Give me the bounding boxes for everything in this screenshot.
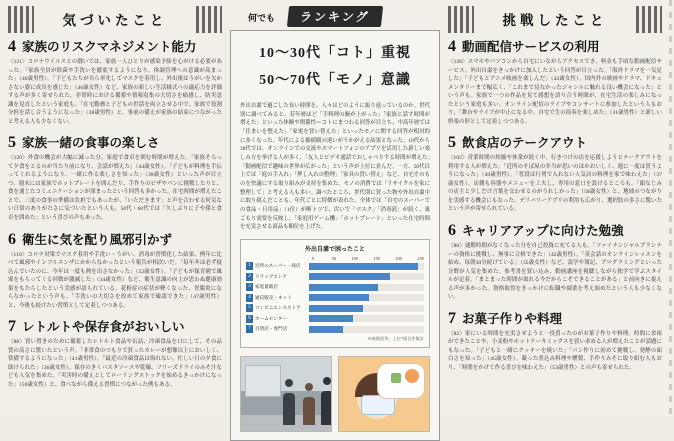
chart-track	[309, 305, 424, 312]
article-title	[448, 135, 662, 151]
person-body	[321, 391, 332, 425]
chart-bar	[309, 315, 353, 322]
photo-row	[240, 356, 430, 432]
article-title	[448, 223, 662, 239]
chart-bar	[309, 273, 390, 280]
article-body: 〈110〉コロナ対策でマスク着用や手洗い・うがい、消毒が習慣化した結果、例年に比べて風邪やインフルエンザにかからなかったという報告が相次いだ。「毎年冬は必ず寝込んでいたのに、今年は一度も熱を出さなかった」（52歳女性）。「子どもが保育園で風邪をもらってくる回数が激減した」（34歳女性）など、衛生意識の向上が思わぬ健康効果をもたらしたという実感が語られている。花粉症の症状が軽くなった、胃腸炎にならなかったという声も。「手洗いの大切さを改めて家族で確認できた」（47歳男性）と、今後も続けたい習慣として定着しつつある。	[8, 251, 222, 309]
chart-title: 外出自粛で困ったこと	[304, 246, 365, 253]
illustration	[338, 356, 430, 432]
article-rank: 5	[8, 134, 16, 152]
article-title	[8, 232, 222, 248]
masthead	[230, 6, 440, 26]
article-item	[8, 135, 222, 222]
xtick: 200	[395, 255, 402, 261]
article-rank: 6	[8, 230, 16, 248]
chart-track	[309, 315, 424, 322]
person-head	[305, 383, 313, 391]
chart-row	[246, 262, 424, 271]
middle-column	[230, 6, 440, 410]
chart-category-label: コンビニエンスストア	[255, 305, 301, 311]
speech-bubble	[377, 363, 425, 399]
xtick: 250	[417, 255, 424, 261]
chart-row	[246, 272, 424, 281]
chart-track	[309, 294, 424, 301]
chart-row	[246, 304, 424, 313]
chart-row	[246, 314, 424, 323]
feature-box	[230, 30, 440, 441]
left-section-header: 気づいたこと	[8, 6, 222, 33]
feature-headline	[240, 41, 430, 94]
chart-track	[309, 273, 424, 280]
article-title	[8, 135, 222, 151]
chart-row	[246, 283, 424, 292]
article-rank: 4	[448, 38, 456, 55]
chart-rows	[246, 262, 424, 334]
article-heading: 家族一緒の食事の楽しさ	[22, 136, 160, 151]
article-body: 〈88〉通勤時間がなくなった分を自己投資に充てる人も。「ファイナンシャルプランナーの資格に挑戦し、無事に合格できた」（42歳男性）。「英会話のオンラインレッスンを始め、毎朝30分続けている」（35歳女性）など、語学や簿記、プログラミングといった分野が人気を集めた。参考書を買い込み、動画講座を視聴しながら独学で学ぶスタイルが定着。「まとまった時間が取れる今だからこそできることがある」と前向きに捉える声が多かった。資格取得をきっかけに転職や副業を考え始めたという人も少なくない。	[448, 242, 662, 301]
chart-rank: 3	[246, 283, 253, 291]
article-heading: 動画配信サービスの利用	[462, 40, 600, 54]
article-heading: お菓子作りや料理	[462, 311, 563, 326]
article-heading: 家族のリスクマネジメント能力	[22, 40, 197, 54]
food-shape	[391, 373, 401, 383]
right-section-header: 挑戦したこと	[448, 6, 662, 33]
article-heading: レトルトや保存食がおいしい	[22, 320, 185, 335]
article-item	[448, 223, 662, 302]
article-body: 〈102〉営業時間の短縮や休業が続く中、行きつけの店を応援しようとテークアウトを利用する人が増えた。「近所のそば屋の弁当が思いのほかおいしく、週に一度は買うようになった」（49歳男性）。「普段は行列で入れない人気店の料理を家で味わえた」（37歳女性）。店側も容器やメニューを工夫し、専用の窓口を設けるところも。「顔なじみの店主と少しだけ言葉を交わせるのがうれしかった」（58歳女性）と、地域のつながりを実感する機会にもなった。デリバリーアプリの利用も広がり、選択肢の多さに驚いたという声が寄せられている。	[448, 155, 662, 213]
article-heading: 飲食店のテークアウト	[462, 136, 588, 151]
chart-xaxis	[246, 256, 424, 261]
chart-note: ※複数回答、上位7項目を集計	[367, 335, 424, 341]
article-body: 〈120〉外食の機会が大幅に減った分、家庭で食卓を囲む時間が増えた。「家族そろって夕食をとるのが当たり前になり、会話が増えた」（44歳女性）。「子どもが料理を手伝ってくれるようになり、一緒に作る楽しさを知った」（39歳女性）といった声が目立つ。週末には家族でホットプレートを囲んだり、手作りのピザやパンに挑戦したりと、食を通じたコミュニケーションが深まったという回答も多かった。在宅時間が増えたことで、三度の食事の準備は負担でもあったが、「いただきます」と声を合わせる何気ない日常のありがたさに気づいたという人も。50代・60代では「久しぶりに子や孫と食卓を囲めた」という喜びの声もあった。	[8, 155, 222, 221]
article-body: 〈121〉コロナウイルスとの闘いでは、家族一人ひとりが感染予防を心がける必要があった。「家族全員が除菌や手洗いを徹底するようになり、体調管理への意識が高まった」（40歳男性）。「子どもたちが自ら率先してマスクを着用し、外出後はうがいを欠かさない姿に成長を感じた」（46歳女性）など、家族の新しい生活様式への適応力を評価する声が多く寄せられた。非常時における備蓄や情報収集の大切さを痛感し、防災意識を見直したという家庭も。「在宅勤務と子どもの世話を両立させる中で、家族で役割分担を話し合うようになった」（38歳男性）と、事前の備えが家族の結束につながったと考える人も少なくない。	[8, 59, 222, 125]
article-item	[448, 135, 662, 214]
article-heading: 衛生に気を配り風邪引かず	[22, 232, 173, 247]
article-rank: 5	[448, 134, 456, 152]
chart-rank: 2	[246, 273, 253, 281]
chart-track	[309, 326, 424, 333]
chart-row	[246, 293, 424, 302]
xtick: 100	[351, 255, 358, 261]
person-body	[303, 397, 315, 425]
person-head	[323, 377, 331, 385]
article-item	[448, 311, 662, 373]
masthead-sub: 何でも	[248, 13, 276, 23]
shelf-shape	[245, 365, 281, 397]
store-photo	[240, 356, 332, 432]
chart-rank: 5	[246, 304, 253, 312]
chart-category-label: 百貨店・専門店	[255, 326, 288, 332]
chart-category-label: ドラッグストア	[255, 273, 287, 279]
article-item	[8, 319, 222, 389]
article-rank: 6	[448, 221, 456, 239]
chart-bar	[309, 263, 418, 270]
chart-bar	[309, 305, 363, 312]
article-body: 〈128〉スマホやパソコンから自宅にいながらアクセスでき、料金も手頃な動画配信サービス。外出自粛をきっかけに加入したという回答が目立った。「海外ドラマを一気見した」「子どもとアニメ映画を楽しんだ」（43歳女性）。国内外の映画やドラマ、ドキュメンタリーまで幅広く、「これまで見なかったジャンルに触れる良い機会になった」という声も。家族で一つの作品を見て感想を語り合う時間が、在宅生活の楽しみになったという家庭も多い。オンライン配信のライブやコンサートに参加したという人もおり、「舞台やライブが中止になる中、自宅で生の演奏を楽しめた」（31歳男性）と新しい娯楽の形として定着しつつある。	[448, 59, 663, 125]
article-body: 〈88〉買い置きのために備蓄したレトルト食品や缶詰、冷凍食品を口にして、その品質の高さに驚いたという声。「非常食のつもりで買ったカレーが想像以上においしく、常備するようになった」（41歳男性）。「最近の冷凍食品は侮れない。忙しい日の夕食に助けられた」（36歳女性）。保存のきくパスタソースや乾麺、フリーズドライのみそ汁なども人気を集めた。「災害時の備えとしてローリングストックを始めるきっかけになった」（50歳女性）と、食べながら備える習慣につながった例もある。	[8, 339, 222, 388]
article-title	[448, 311, 662, 327]
xtick: 50	[331, 255, 336, 261]
chart-category-label: 家電量販店	[255, 284, 278, 290]
xtick: 150	[373, 255, 380, 261]
page-edge-marks	[669, 0, 672, 416]
headline-line-1: 10〜30代「コト」重視	[259, 46, 411, 61]
columns-container	[8, 6, 666, 410]
article-item	[8, 232, 222, 311]
article-title	[8, 39, 222, 55]
article-title	[448, 39, 662, 55]
food-shape	[405, 369, 419, 383]
chart-bar	[309, 326, 343, 333]
chart-rank: 6	[246, 315, 253, 323]
left-column	[8, 6, 222, 410]
chart-track	[309, 284, 424, 291]
right-column	[448, 6, 662, 410]
masthead-main: ランキング	[287, 6, 383, 27]
chart-track	[309, 263, 424, 270]
article-rank: 7	[448, 309, 456, 327]
chart-category-label: ホームセンター	[255, 315, 287, 321]
chart-rank: 4	[246, 294, 253, 302]
chart-bar	[309, 284, 378, 291]
chart-bar	[309, 294, 369, 301]
article-body: 〈82〉家にいる時間を充実させようと一役買ったのがお菓子作りや料理。時間に余裕ができたことや、小麦粉やホットケーキミックスを買い求める人が増えたことが話題にもなった。「子どもと一緒にクッキーを焼いた」「パン作りに初めて挑戦し、発酵の面白さを知った」（45歳女性）。凝った煮込み料理や燻製、手作りみそに取り組む人もおり、「時間をかけて作る喜びを味わえた」（53歳男性）との声も寄せられた。	[448, 330, 662, 371]
chart-row	[246, 325, 424, 334]
chart-rank: 7	[246, 325, 253, 333]
feature-body: 外出自粛で過ごした長い時間を、人々はどのように振り返っているのか。世代別に調べてみると、若年層ほど「手料理の腕が上がった」「家族と話す時間が増えた」といった体験や関係性＝コトにまつわる回答が目立ち、中高年層では「住まいを整えた」「家電を買い替えた」といったモノに関する回答が相対的に多くなった。年代による価値観の違いがうかがえる結果となった。10代から30代では、オンラインでの交流やスマートフォンのアプリを活用した新しい楽しみ方を挙げる人が多く、「友人とビデオ通話でおしゃべりする時間が増えた」「動画配信で趣味の世界が広がった」という声が上位に並んだ。一方、50代以上では「庭の手入れ」「押し入れの整理」「家具の買い替え」など、自宅そのものを快適にする取り組みが支持を集めた。モノの消費では「リサイクルを家に整理して」と考える人も多い。調べたところ、世代別に買った物や外出自粛中に取り組んだことも、年代ごとに特徴が表れた。全体では「自宅のスーパーでの食品・日用品」（1位）が断トツで、次いで「マスク」「消毒液」が続く。巣ごもり需要を反映し、「家庭用ゲーム機」「ホットプレート」といった在宅時間を充実させる商品も順位を上げた。	[240, 103, 430, 231]
article-rank: 7	[8, 318, 16, 336]
chart-category-label: 通信販売・ネット	[255, 294, 292, 300]
article-heading: キャリアアップに向けた勉強	[462, 223, 624, 238]
person-body	[283, 393, 295, 425]
person-head	[285, 379, 293, 387]
article-item	[8, 39, 222, 126]
article-title	[8, 319, 222, 335]
article-item	[448, 39, 662, 126]
chart-category-label: 近所のスーパー・商店	[255, 263, 301, 269]
chart-rank: 1	[246, 262, 253, 270]
article-rank: 4	[8, 38, 16, 55]
headline-line-2: 50〜70代「モノ」意識	[259, 72, 411, 88]
xtick: 0	[311, 255, 314, 261]
bar-chart	[240, 239, 430, 348]
